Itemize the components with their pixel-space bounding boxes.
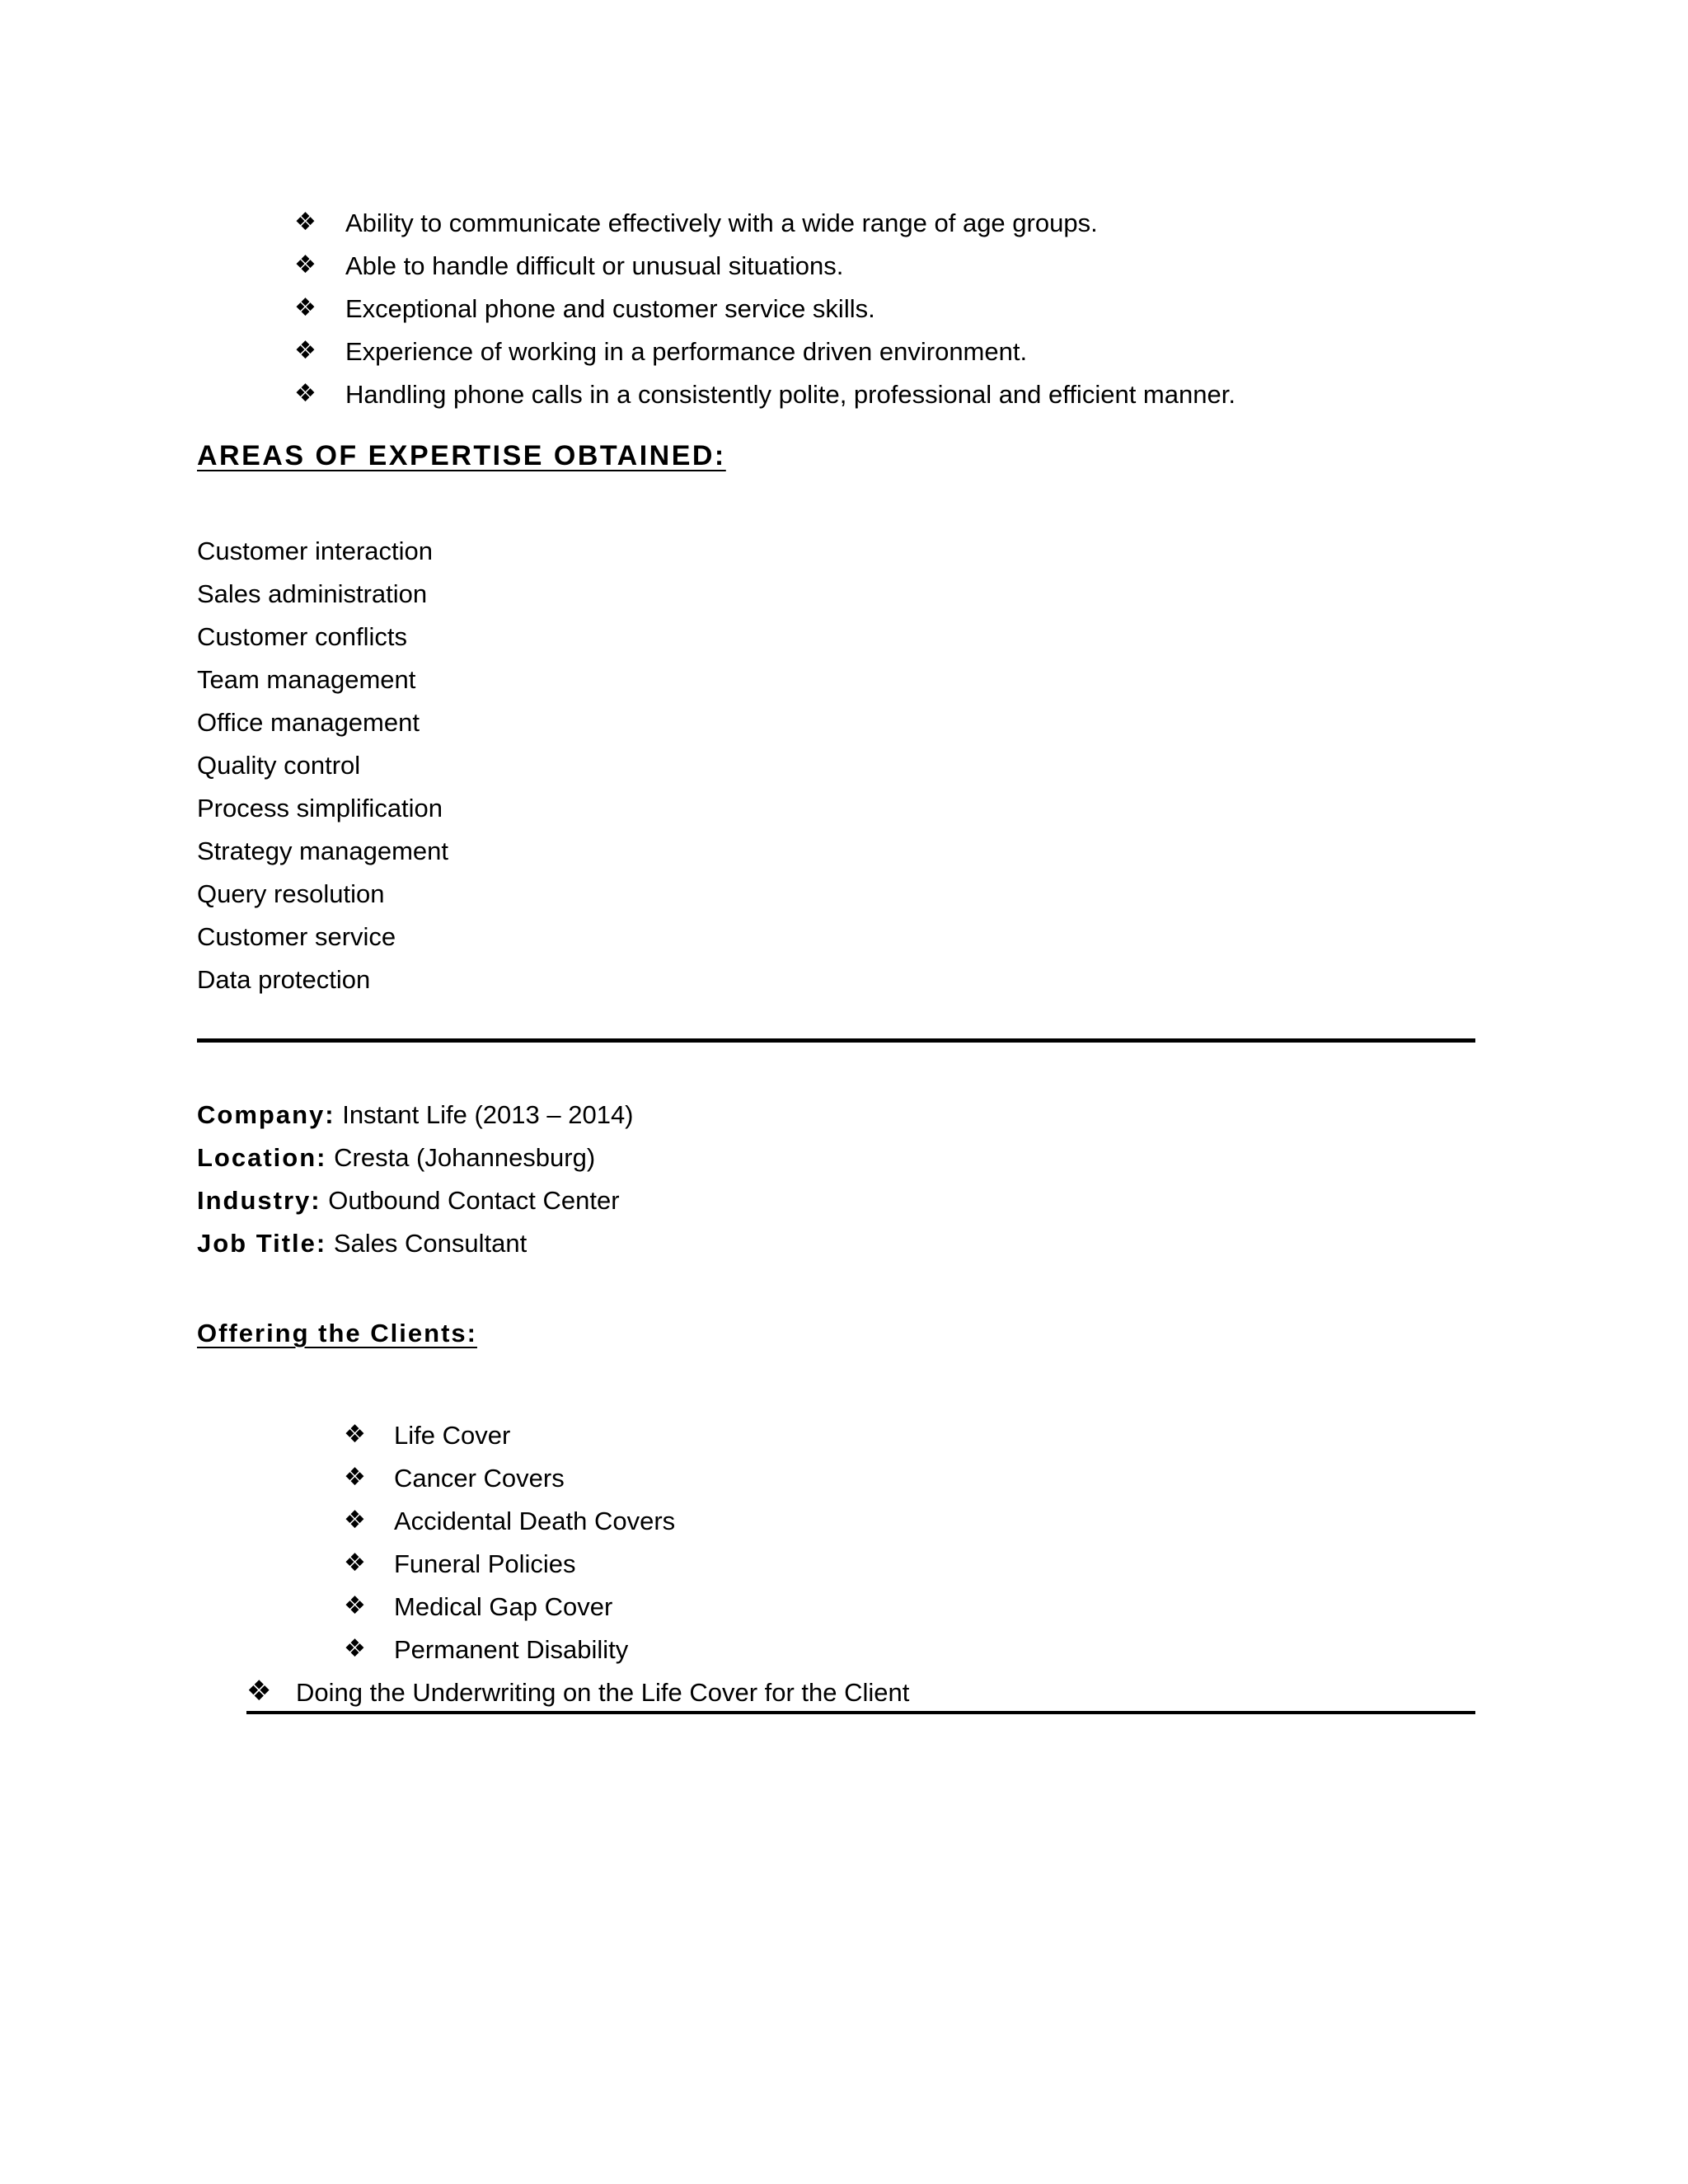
job-title-value: Sales Consultant xyxy=(333,1229,528,1258)
company-label: Company: xyxy=(197,1100,335,1129)
offering-item: Medical Gap Cover xyxy=(394,1592,613,1621)
bullet-icon: ❖ xyxy=(344,1549,366,1577)
company-value: Instant Life (2013 – 2014) xyxy=(342,1100,634,1129)
underwriting-item: Doing the Underwriting on the Life Cover for the Client xyxy=(296,1678,910,1707)
expertise-item: Strategy management xyxy=(197,837,449,865)
expertise-item: Customer conflicts xyxy=(197,622,407,651)
skill-item: Able to handle difficult or unusual situations. xyxy=(345,251,844,280)
industry-label: Industry: xyxy=(197,1186,321,1215)
skill-item: Ability to communicate effectively with a wide range of age groups. xyxy=(345,209,1098,237)
bottom-divider xyxy=(246,1711,1475,1714)
bullet-icon: ❖ xyxy=(344,1463,366,1492)
expertise-item: Quality control xyxy=(197,751,361,780)
bullet-icon: ❖ xyxy=(246,1675,272,1708)
offering-item: Cancer Covers xyxy=(394,1464,565,1493)
expertise-item: Data protection xyxy=(197,965,371,994)
location-value: Cresta (Johannesburg) xyxy=(334,1143,596,1172)
skill-item: Handling phone calls in a consistently polite, professional and efficient manner. xyxy=(345,380,1236,409)
bullet-icon: ❖ xyxy=(344,1591,366,1620)
expertise-item: Customer interaction xyxy=(197,537,434,565)
expertise-heading: AREAS OF EXPERTISE OBTAINED: xyxy=(197,440,726,471)
expertise-item: Customer service xyxy=(197,922,396,951)
section-divider xyxy=(197,1038,1475,1043)
skill-item: Exceptional phone and customer service skills. xyxy=(345,294,875,323)
offering-item: Accidental Death Covers xyxy=(394,1507,676,1535)
skill-item: Experience of working in a performance driven environment. xyxy=(345,337,1028,366)
bullet-icon: ❖ xyxy=(344,1420,366,1449)
bullet-icon: ❖ xyxy=(294,379,316,408)
company-row xyxy=(197,1099,634,1132)
job-title-label: Job Title: xyxy=(197,1229,327,1258)
location-row xyxy=(197,1141,595,1174)
offering-item: Funeral Policies xyxy=(394,1549,576,1578)
bullet-icon: ❖ xyxy=(294,251,316,279)
job-title-row xyxy=(197,1227,527,1260)
expertise-item: Office management xyxy=(197,708,420,737)
bullet-icon: ❖ xyxy=(344,1634,366,1663)
industry-row xyxy=(197,1184,620,1217)
offering-item: Permanent Disability xyxy=(394,1635,629,1664)
expertise-item: Sales administration xyxy=(197,579,428,608)
bullet-icon: ❖ xyxy=(344,1506,366,1535)
industry-value: Outbound Contact Center xyxy=(328,1186,620,1215)
offering-heading: Offering the Clients: xyxy=(197,1319,477,1347)
location-label: Location: xyxy=(197,1143,327,1172)
bullet-icon: ❖ xyxy=(294,208,316,237)
bullet-icon: ❖ xyxy=(294,293,316,322)
expertise-item: Query resolution xyxy=(197,879,385,908)
expertise-item: Process simplification xyxy=(197,794,443,823)
bullet-icon: ❖ xyxy=(294,336,316,365)
offering-item: Life Cover xyxy=(394,1421,511,1450)
expertise-item: Team management xyxy=(197,665,416,694)
